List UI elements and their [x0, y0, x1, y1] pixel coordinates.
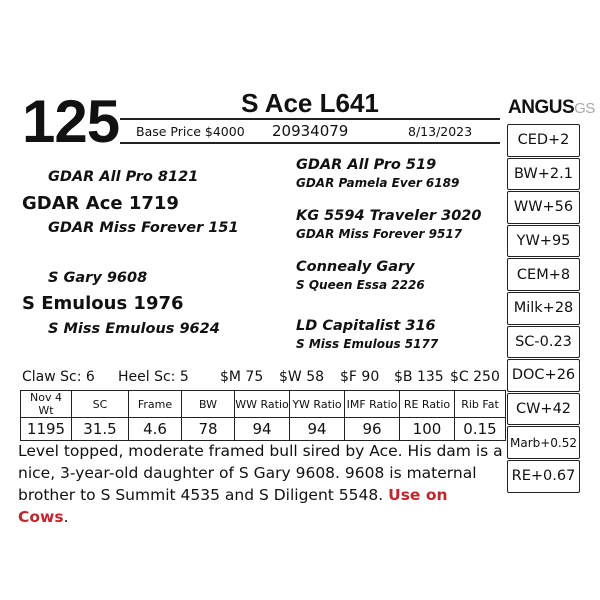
epd-cem: CEM+8 — [507, 258, 580, 291]
remarks-end: . — [63, 508, 69, 526]
claw-score: Claw Sc: 6 — [22, 369, 95, 385]
header-cell: YW Ratio — [290, 391, 345, 418]
header-rule-top — [120, 118, 500, 120]
epd-bw: BW+2.1 — [507, 158, 580, 191]
dam-dam-sire: LD Capitalist 316 — [296, 318, 436, 334]
base-price: Base Price $4000 — [136, 124, 245, 139]
epd-re: RE+0.67 — [507, 460, 580, 493]
epd-doc: DOC+26 — [507, 359, 580, 392]
dam-sire-dam: S Queen Essa 2226 — [296, 278, 425, 292]
header-rule-bottom — [120, 142, 500, 144]
epd-column — [507, 124, 580, 494]
performance-table — [20, 390, 506, 441]
sire-sire-dam: GDAR Pamela Ever 6189 — [296, 176, 460, 190]
remarks-text: Level topped, moderate framed bull sired by Ace. His dam is a nice, 3-year-old daughter of S Gary 9608. 9608 is maternal brother to S Summit 4535 and S Diligent 5548. — [18, 442, 503, 504]
index-c: $C 250 — [450, 369, 500, 385]
sire-sire-sire: GDAR All Pro 519 — [296, 157, 437, 173]
epd-milk: Milk+28 — [507, 292, 580, 325]
index-w: $W 58 — [279, 369, 325, 385]
header-cell: Frame — [129, 391, 182, 418]
epd-marb: Marb+0.52 — [507, 426, 580, 459]
value-cell: 100 — [400, 418, 455, 441]
epd-ww: WW+56 — [507, 191, 580, 224]
header-cell: Nov 4 Wt — [21, 391, 72, 418]
dam-sire-sire: Connealy Gary — [296, 259, 415, 275]
dam: S Emulous 1976 — [22, 293, 184, 314]
epd-yw: YW+95 — [507, 225, 580, 258]
performance-header-row — [21, 391, 506, 418]
sire-dam-dam: GDAR Miss Forever 9517 — [296, 227, 463, 241]
value-cell: 78 — [182, 418, 235, 441]
performance-value-row — [21, 418, 506, 441]
heel-score: Heel Sc: 5 — [118, 369, 189, 385]
index-m: $M 75 — [220, 369, 264, 385]
header-cell: SC — [72, 391, 129, 418]
dam-dam-dam: S Miss Emulous 5177 — [296, 337, 439, 351]
value-cell: 94 — [290, 418, 345, 441]
registration-number: 20934079 — [272, 122, 349, 140]
value-cell: 96 — [345, 418, 400, 441]
header-cell: BW — [182, 391, 235, 418]
epd-sc: SC-0.23 — [507, 326, 580, 359]
remarks — [18, 440, 503, 528]
use-on-cows-label: Use on Cows — [18, 486, 448, 526]
sire-sire: GDAR All Pro 8121 — [48, 169, 199, 185]
lot-number: 125 — [22, 88, 120, 155]
epd-ced: CED+2 — [507, 124, 580, 157]
sire-dam-sire: KG 5594 Traveler 3020 — [296, 208, 482, 224]
value-cell: 1195 — [21, 418, 72, 441]
angus-gs-logo — [508, 97, 595, 120]
dam-sire: S Gary 9608 — [48, 270, 148, 286]
header-cell: RE Ratio — [400, 391, 455, 418]
value-cell: 4.6 — [129, 418, 182, 441]
value-cell: 0.15 — [455, 418, 506, 441]
header-cell: Rib Fat — [455, 391, 506, 418]
value-cell: 31.5 — [72, 418, 129, 441]
index-b: $B 135 — [394, 369, 444, 385]
birth-date: 8/13/2023 — [408, 124, 473, 139]
index-f: $F 90 — [340, 369, 380, 385]
header-cell: WW Ratio — [235, 391, 290, 418]
epd-cw: CW+42 — [507, 393, 580, 426]
angus-logo-main: ANGUS — [508, 97, 575, 118]
dam-dam: S Miss Emulous 9624 — [48, 321, 220, 337]
sire: GDAR Ace 1719 — [22, 193, 179, 214]
header-cell: IMF Ratio — [345, 391, 400, 418]
angus-logo-suffix: GS — [574, 100, 595, 117]
value-cell: 94 — [235, 418, 290, 441]
sire-dam: GDAR Miss Forever 151 — [48, 220, 239, 236]
animal-name: S Ace L641 — [241, 88, 379, 118]
